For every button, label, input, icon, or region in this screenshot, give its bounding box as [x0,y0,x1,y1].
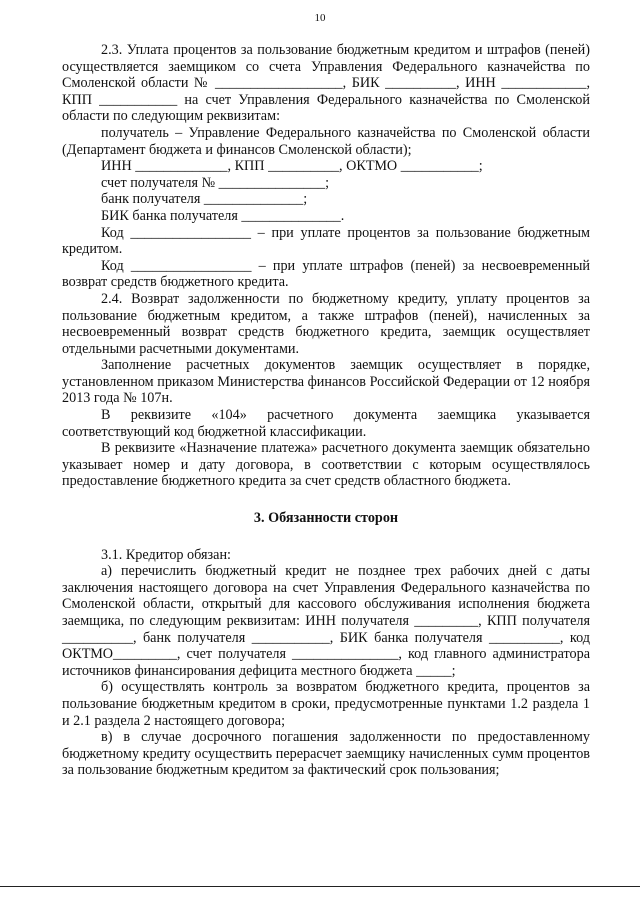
paragraph-recipient-account: счет получателя № _______________; [101,174,330,191]
paragraph-bank-bik: БИК банка получателя ______________. [101,207,345,224]
paragraph-code-interest: Код _________________ – при уплате процентов за пользование бюджетным кредитом. [62,224,590,258]
page-number: 10 [314,12,326,24]
paragraph-requisite-104: В реквизите «104» расчетного документа заемщика указывается соответствующий код бюджетной классификации. [62,407,590,440]
paragraph-inn-kpp-oktmo: ИНН _____________, КПП __________, ОКТМО ___________; [101,158,483,175]
paragraph-3-1-a: а) перечислить бюджетный кредит не позднее трех рабочих дней с даты заключения настоящего договора на счет Управления Федерального казначейства по Смоленской области, открытый для кассового обслуживания исполнения бюджета заемщика, по следующим реквизитам: ИНН получателя _________, КПП получателя __________, банк получателя ___________, БИК банка получателя __________, код ОКТМО_________, счет получателя _______________, код главного администратора источников финансирования дефицита местного бюджета _____; [62,563,590,679]
page-bottom-rule [0,886,640,887]
paragraph-2-3: 2.3. Уплата процентов за пользование бюджетным кредитом и штрафов (пеней) осуществляется заемщиком со счета Управления Федерального казначейства по Смоленской области № __________________, БИК __________, ИНН ____________, КПП ___________ на счет Управления Федерального казначейства по Смоленской области по следующим реквизитам: [62,42,590,125]
paragraph-3-1-b: б) осуществлять контроль за возвратом бюджетного кредита, процентов за пользование бюджетным кредитом в сроки, предусмотренные пунктами 1.2 раздела 1 и 2.1 раздела 2 настоящего договора; [62,679,590,729]
paragraph-payment-purpose: В реквизите «Назначение платежа» расчетного документа заемщик обязательно указывает номер и дату договора, в соответствии с которым осуществлялось предоставление бюджетного кредита за счет средств областного бюджета. [62,440,590,490]
document-body [62,42,590,779]
paragraph-code-penalty: Код _________________ – при уплате штрафов (пеней) за несвоевременный возврат средств бюджетного кредита. [62,257,590,291]
section-heading: 3. Обязанности сторон [253,510,399,527]
paragraph-2-4: 2.4. Возврат задолженности по бюджетному кредиту, уплату процентов за пользование бюджетным кредитом, а также штрафов (пеней), начисленных за несвоевременный возврат средств бюджетного кредита, заемщик осуществляет отдельными расчетными документами. [62,290,590,357]
paragraph-3-1: 3.1. Кредитор обязан: [101,546,231,563]
paragraph-filling-documents: Заполнение расчетных документов заемщик осуществляет в порядке, установленном приказом Министерства финансов Российской Федерации от 12 ноября 2013 года № 107н. [62,357,590,407]
paragraph-3-1-v: в) в случае досрочного погашения задолженности по предоставленному бюджетному кредиту осуществить перерасчет заемщику начисленных сумм процентов за пользование бюджетным кредитом за фактический срок пользования; [62,729,590,779]
paragraph-recipient: получатель – Управление Федерального казначейства по Смоленской области (Департамент бюджета и финансов Смоленской области); [62,124,590,158]
paragraph-recipient-bank: банк получателя ______________; [101,191,308,208]
